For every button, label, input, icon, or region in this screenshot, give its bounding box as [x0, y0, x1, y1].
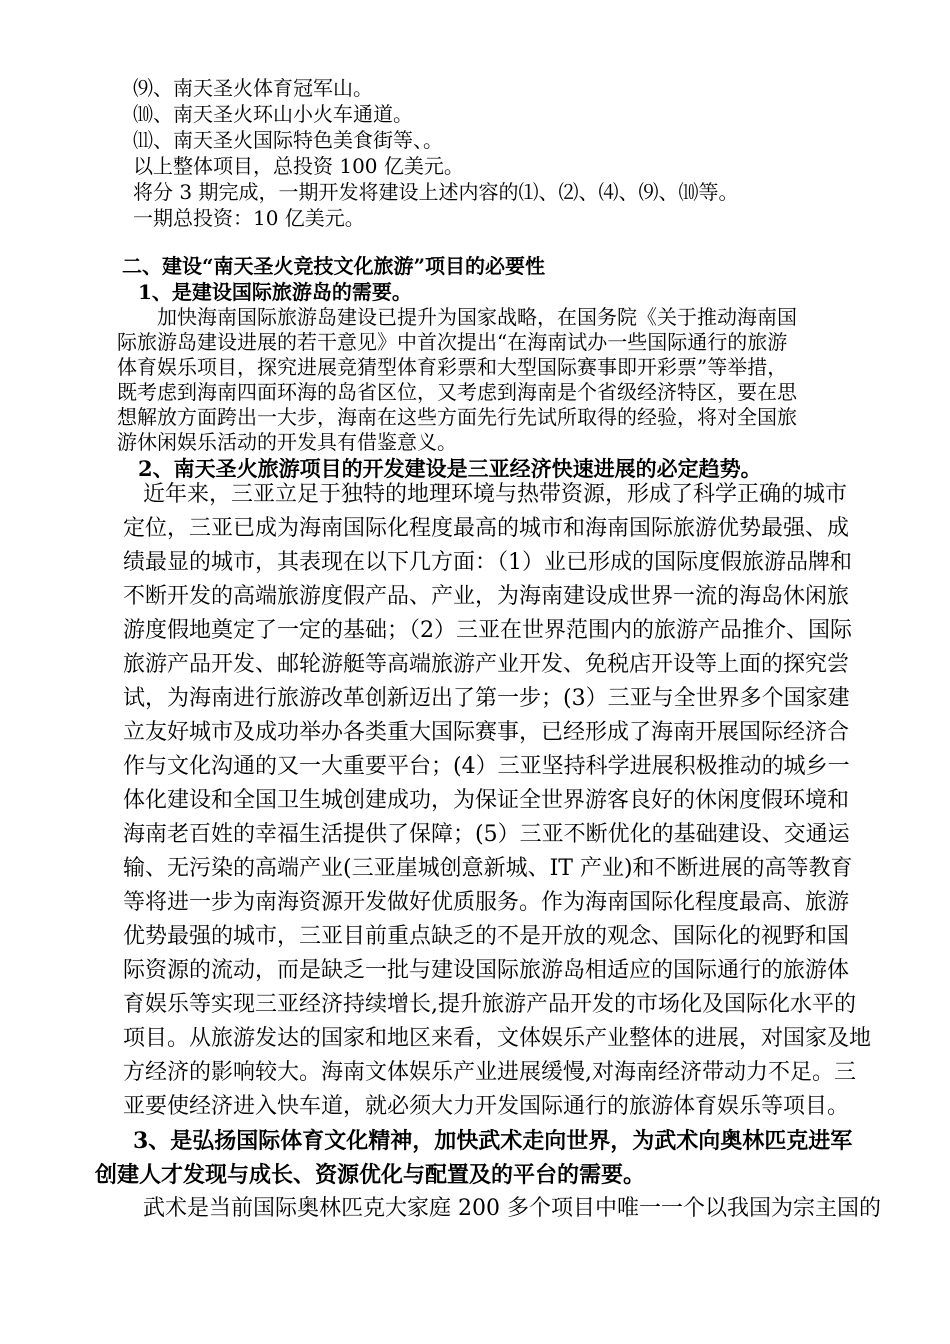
list-item-10: ⑽、南天圣火环山小火车通道。	[133, 102, 413, 126]
para1-line: 既考虑到海南四面环海的岛省区位，又考虑到海南是个省级经济特区，要在思	[117, 380, 797, 404]
para3-line: 武术是当前国际奥林匹克大家庭 200 多个项目中唯一一个以我国为宗主国的	[143, 1196, 881, 1221]
para2-line: 游度假地奠定了一定的基础；（2）三亚在世界范围内的旅游产品推介、国际	[123, 618, 852, 643]
subheading-2: 2、南天圣火旅游项目的开发建设是三亚经济快速进展的必定趋势。	[138, 456, 762, 481]
para2-line: 项目。从旅游发达的国家和地区来看，文体娱乐产业整体的进展，对国家及地	[123, 1026, 872, 1051]
para1-line: 游休闲娱乐活动的开发具有借鉴意义。	[117, 430, 457, 454]
para2-line: 定位，三亚已成为海南国际化程度最高的城市和海南国际旅游优势最强、成	[123, 516, 850, 541]
para2-line: 海南老百姓的幸福生活提供了保障；(5）三亚不断优化的基础建设、交通运	[123, 822, 850, 847]
para1-line: 际旅游岛建设进展的若干意见》中首次提出“在海南试办一些国际通行的旅游	[117, 330, 788, 354]
para2-line: 立友好城市及成功举办各类重大国际赛事，已经形成了海南开展国际经济合	[123, 720, 850, 745]
para2-line: 作与文化沟通的又一大重要平台；(4）三亚坚持科学进展积极推动的城乡一	[123, 754, 850, 779]
para2-line: 际资源的流动，而是缺乏一批与建设国际旅游岛相适应的国际通行的旅游体	[123, 958, 850, 983]
section-heading: 二、建设“南天圣火竞技文化旅游”项目的必要性	[122, 254, 546, 278]
subheading-3: 3、是弘扬国际体育文化精神，加快武术走向世界，为武术向奥林匹克进军	[133, 1128, 853, 1154]
para2-line: 优势最强的城市，三亚目前重点缺乏的不是开放的观念、国际化的视野和国	[123, 924, 850, 949]
total-investment-line: 以上整体项目，总投资 100 亿美元。	[133, 154, 464, 178]
para1-line: 体育娱乐项目，探究进展竞猜型体育彩票和大型国际赛事即开彩票”等举措，	[117, 355, 788, 379]
para2-line: 试，为海南进行旅游改革创新迈出了第一步；(3）三亚与全世界多个国家建	[123, 686, 850, 711]
para2-line: 旅游产品开发、邮轮游艇等高端旅游产业开发、免税店开设等上面的探究尝	[123, 652, 850, 677]
subheading-3: 创建人才发现与成长、资源优化与配置及的平台的需要。	[95, 1162, 646, 1188]
para2-line: 绩最显的城市，其表现在以下几方面：（1）业已形成的国际度假旅游品牌和	[123, 550, 852, 575]
phase1-investment-line: 一期总投资：10 亿美元。	[133, 206, 365, 230]
list-item-9: ⑼、南天圣火体育冠军山。	[133, 76, 373, 100]
para2-line: 近年来，三亚立足于独特的地理环境与热带资源，形成了科学正确的城市	[143, 482, 848, 507]
para1-line: 加快海南国际旅游岛建设已提升为国家战略，在国务院《关于推动海南国	[157, 305, 797, 329]
para2-line: 等将进一步为南海资源开发做好优质服务。作为海南国际化程度最高、旅游	[123, 890, 850, 915]
para2-line: 输、无污染的高端产业(三亚崖城创意新城、IT 产业)和不断进展的高等教育	[123, 856, 853, 881]
para1-line: 想解放方面跨出一大步，海南在这些方面先行先试所取得的经验，将对全国旅	[117, 405, 797, 429]
para2-line: 方经济的影响较大。海南文体娱乐产业进展缓慢,对海南经济带动力不足。三	[123, 1060, 856, 1085]
phases-line: 将分 3 期完成，一期开发将建设上述内容的⑴、⑵、⑷、⑼、⑽等。	[133, 180, 739, 204]
para2-line: 不断开发的高端旅游度假产品、产业，为海南建设成世界一流的海岛休闲旅	[123, 584, 850, 609]
para2-line: 体化建设和全国卫生城创建成功，为保证全世界游客良好的休闲度假环境和	[123, 788, 850, 813]
para2-line: 亚要使经济进入快车道，就必须大力开发国际通行的旅游体育娱乐等项目。	[123, 1094, 850, 1119]
list-item-11: ⑾、南天圣火国际特色美食街等、。	[133, 128, 443, 152]
para2-line: 育娱乐等实现三亚经济持续增长,提升旅游产品开发的市场化及国际化水平的	[123, 992, 856, 1017]
subheading-1: 1、是建设国际旅游岛的需要。	[138, 280, 412, 304]
